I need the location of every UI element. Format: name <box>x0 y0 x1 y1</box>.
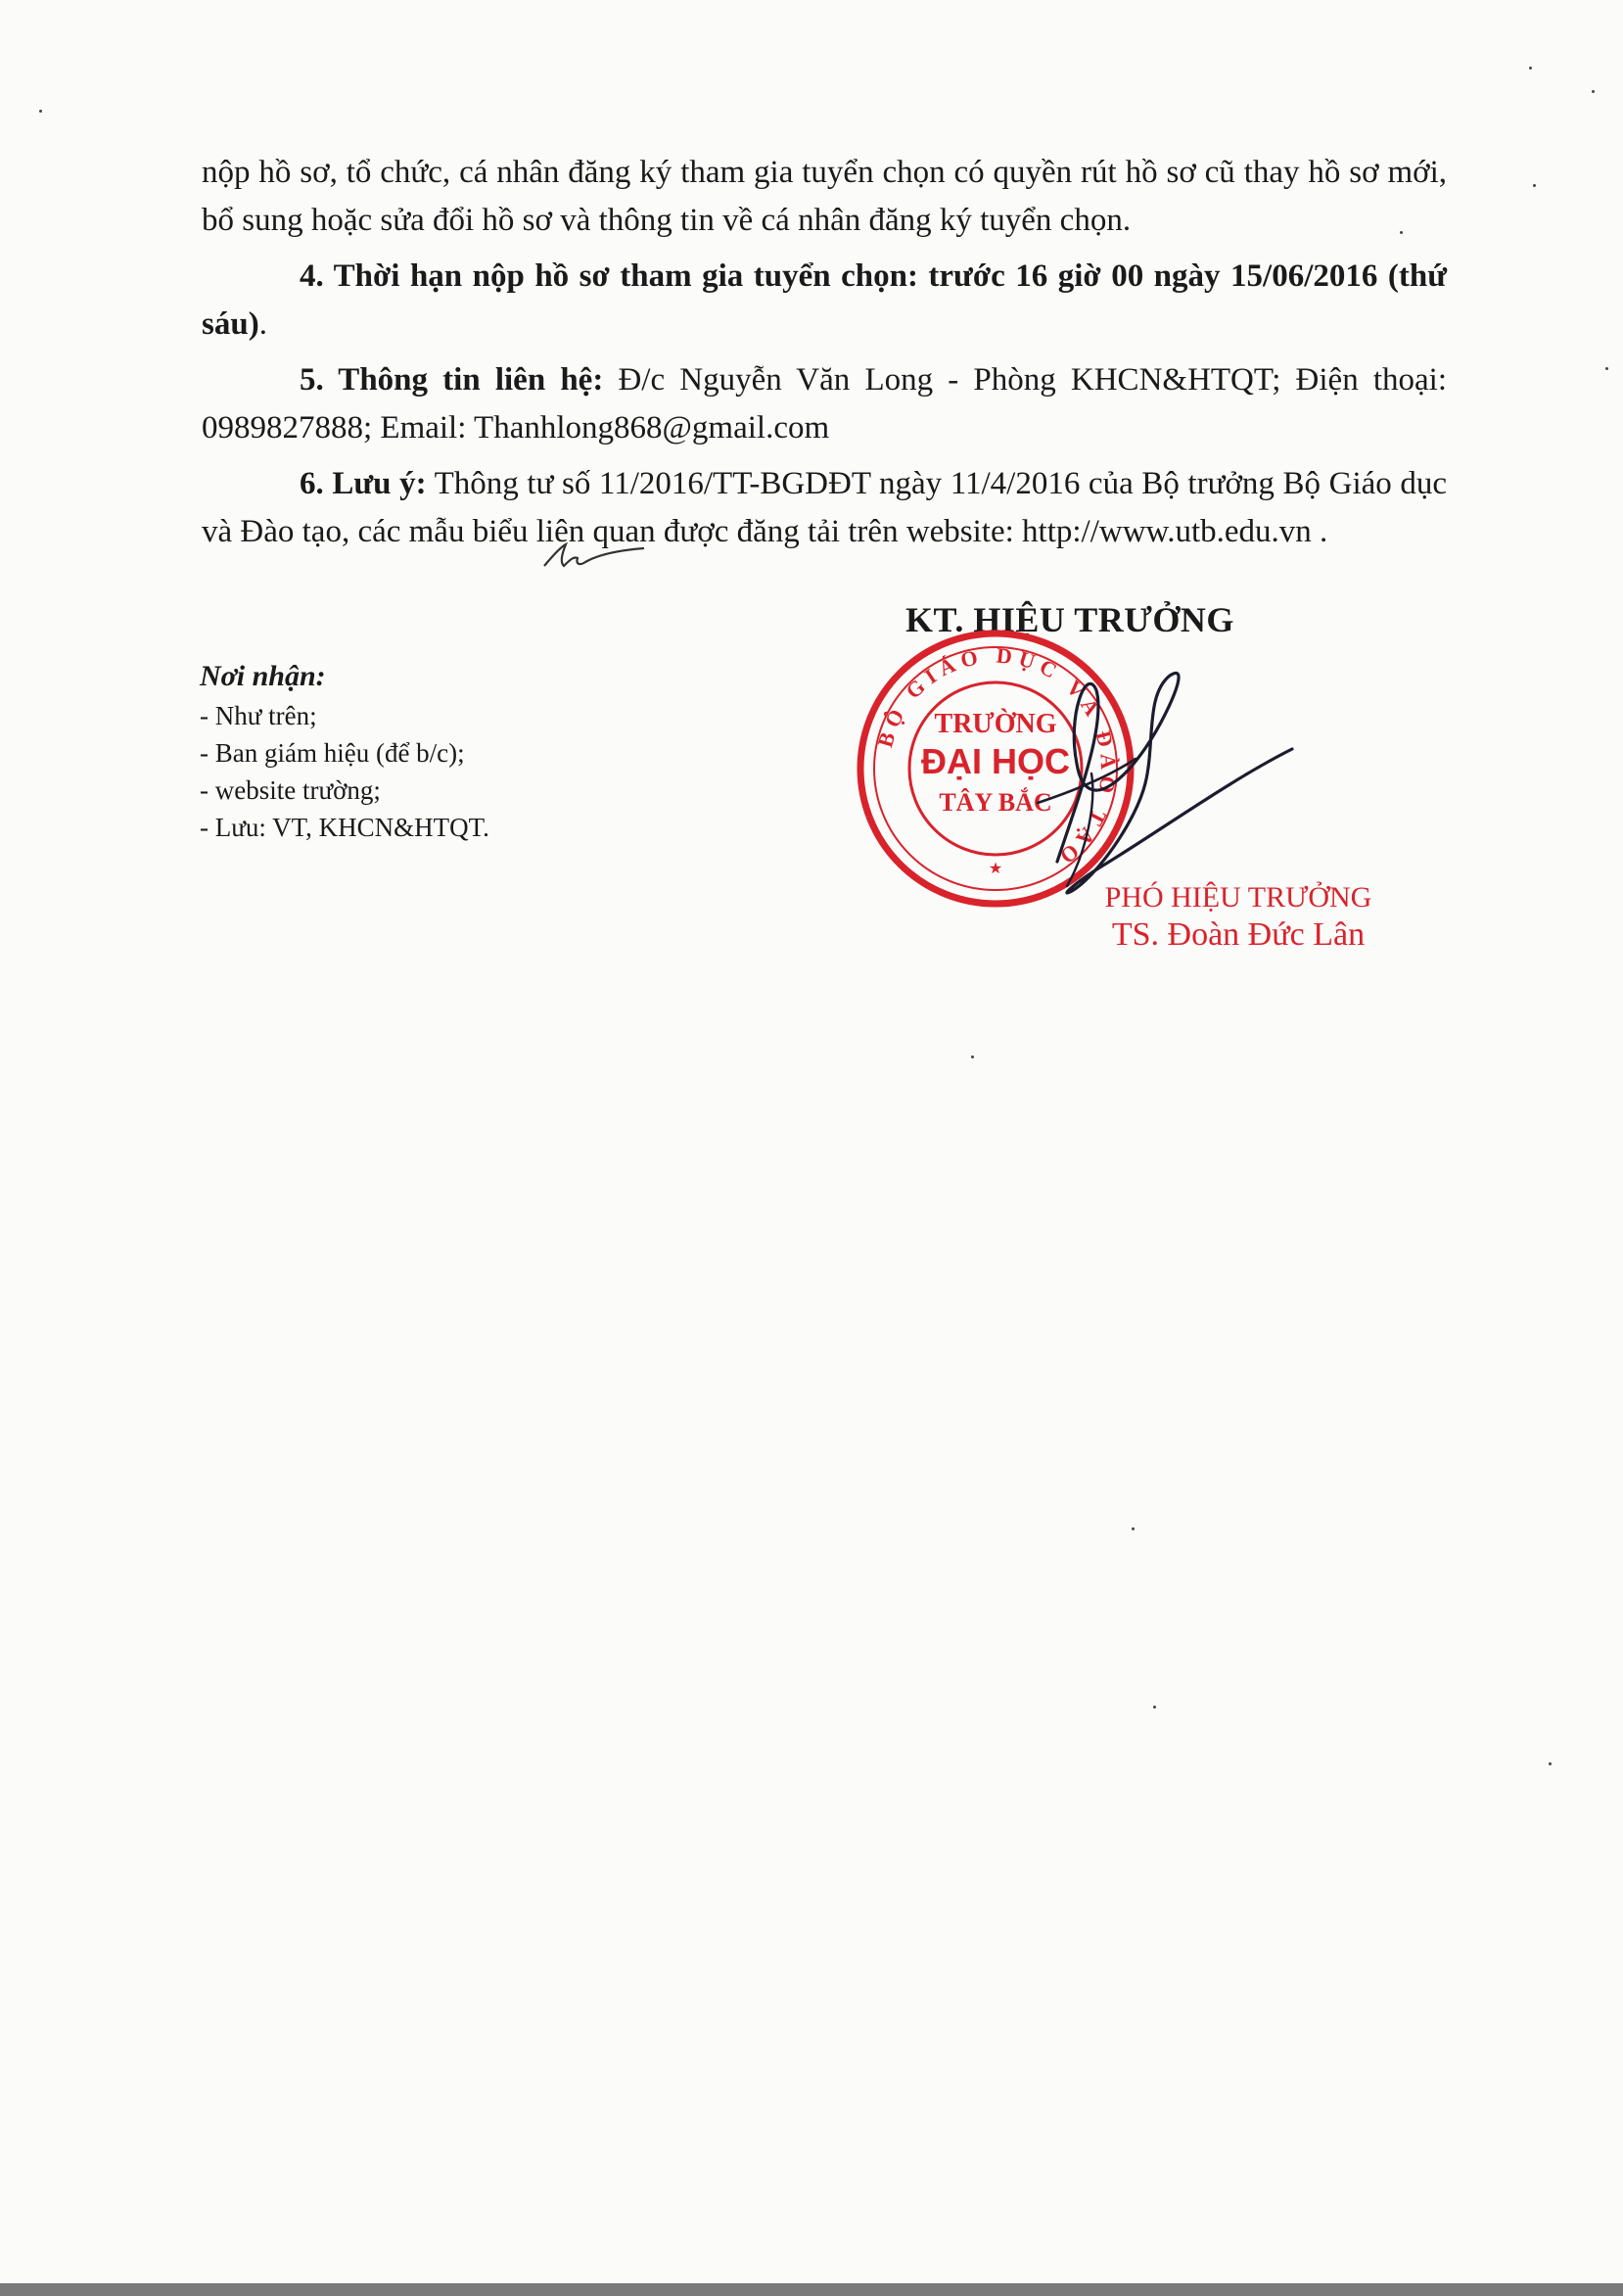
handwritten-signature <box>998 656 1302 911</box>
scan-speck <box>1153 1706 1156 1709</box>
recipient-item: - website trường; <box>200 775 381 805</box>
scan-speck <box>1549 1762 1552 1765</box>
signer-block <box>1082 881 1395 954</box>
initials-mark <box>540 537 648 576</box>
deadline-period: . <box>258 306 267 342</box>
note-text: Thông tư số 11/2016/TT-BGDĐT ngày 11/4/2016 của Bộ trưởng Bộ Giáo dục và Đào tạo, các mẫu biểu liên quan được đăng tải trên website: http://www.utb.edu.vn . <box>202 466 1447 549</box>
scan-speck <box>1529 67 1532 70</box>
note-label: 6. Lưu ý: <box>300 466 427 501</box>
contact-label: 5. Thông tin liên hệ: <box>300 362 604 398</box>
seal-ring-text: BỘ GIÁO DỤC VÀ ĐÀO TẠO <box>872 642 1122 873</box>
recipients-block <box>200 658 709 846</box>
paragraph-deadline <box>202 253 1447 349</box>
deadline-text: 4. Thời hạn nộp hồ sơ tham gia tuyển chọn: trước 16 giờ 00 ngày 15/06/2016 (thứ sáu) <box>202 258 1447 342</box>
paragraph-note <box>202 460 1447 556</box>
scan-speck <box>971 1055 974 1058</box>
scan-speck <box>39 110 42 113</box>
scan-speck <box>1605 367 1608 370</box>
scan-speck <box>1533 184 1536 187</box>
scan-bottom-edge <box>0 2283 1623 2296</box>
scan-speck <box>1132 1527 1135 1530</box>
recipient-item: - Ban giám hiệu (để b/c); <box>200 738 465 768</box>
scan-speck <box>1592 90 1595 93</box>
svg-text:★: ★ <box>988 859 1003 877</box>
paragraph-application-withdrawal: nộp hồ sơ, tổ chức, cá nhân đăng ký tham gia tuyển chọn có quyền rút hồ sơ cũ thay hồ sơ mới, bổ sung hoặc sửa đổi hồ sơ và thông tin về cá nhân đăng ký tuyển chọn. <box>202 155 1447 238</box>
recipient-item: - Lưu: VT, KHCN&HTQT. <box>200 813 489 842</box>
scan-speck <box>1400 231 1403 234</box>
seal-line-1: TRƯỜNG <box>934 709 1057 739</box>
signer-role: PHÓ HIỆU TRƯỞNG <box>1104 881 1372 914</box>
paragraph-contact <box>202 356 1447 452</box>
recipient-item: - Như trên; <box>200 701 317 730</box>
signer-name: TS. Đoàn Đức Lân <box>1111 916 1366 953</box>
contact-text: Đ/c Nguyễn Văn Long - Phòng KHCN&HTQT; Điện thoại: 0989827888; Email: Thanhlong868@gmail.com <box>202 362 1447 445</box>
seal-line-2: ĐẠI HỌC <box>921 741 1070 781</box>
recipients-heading: Nơi nhận: <box>200 660 326 692</box>
signature-title: KT. HIỆU TRƯỞNG <box>905 600 1234 639</box>
letter-body <box>202 149 1447 556</box>
seal-line-3: TÂY BẮC <box>939 788 1052 817</box>
